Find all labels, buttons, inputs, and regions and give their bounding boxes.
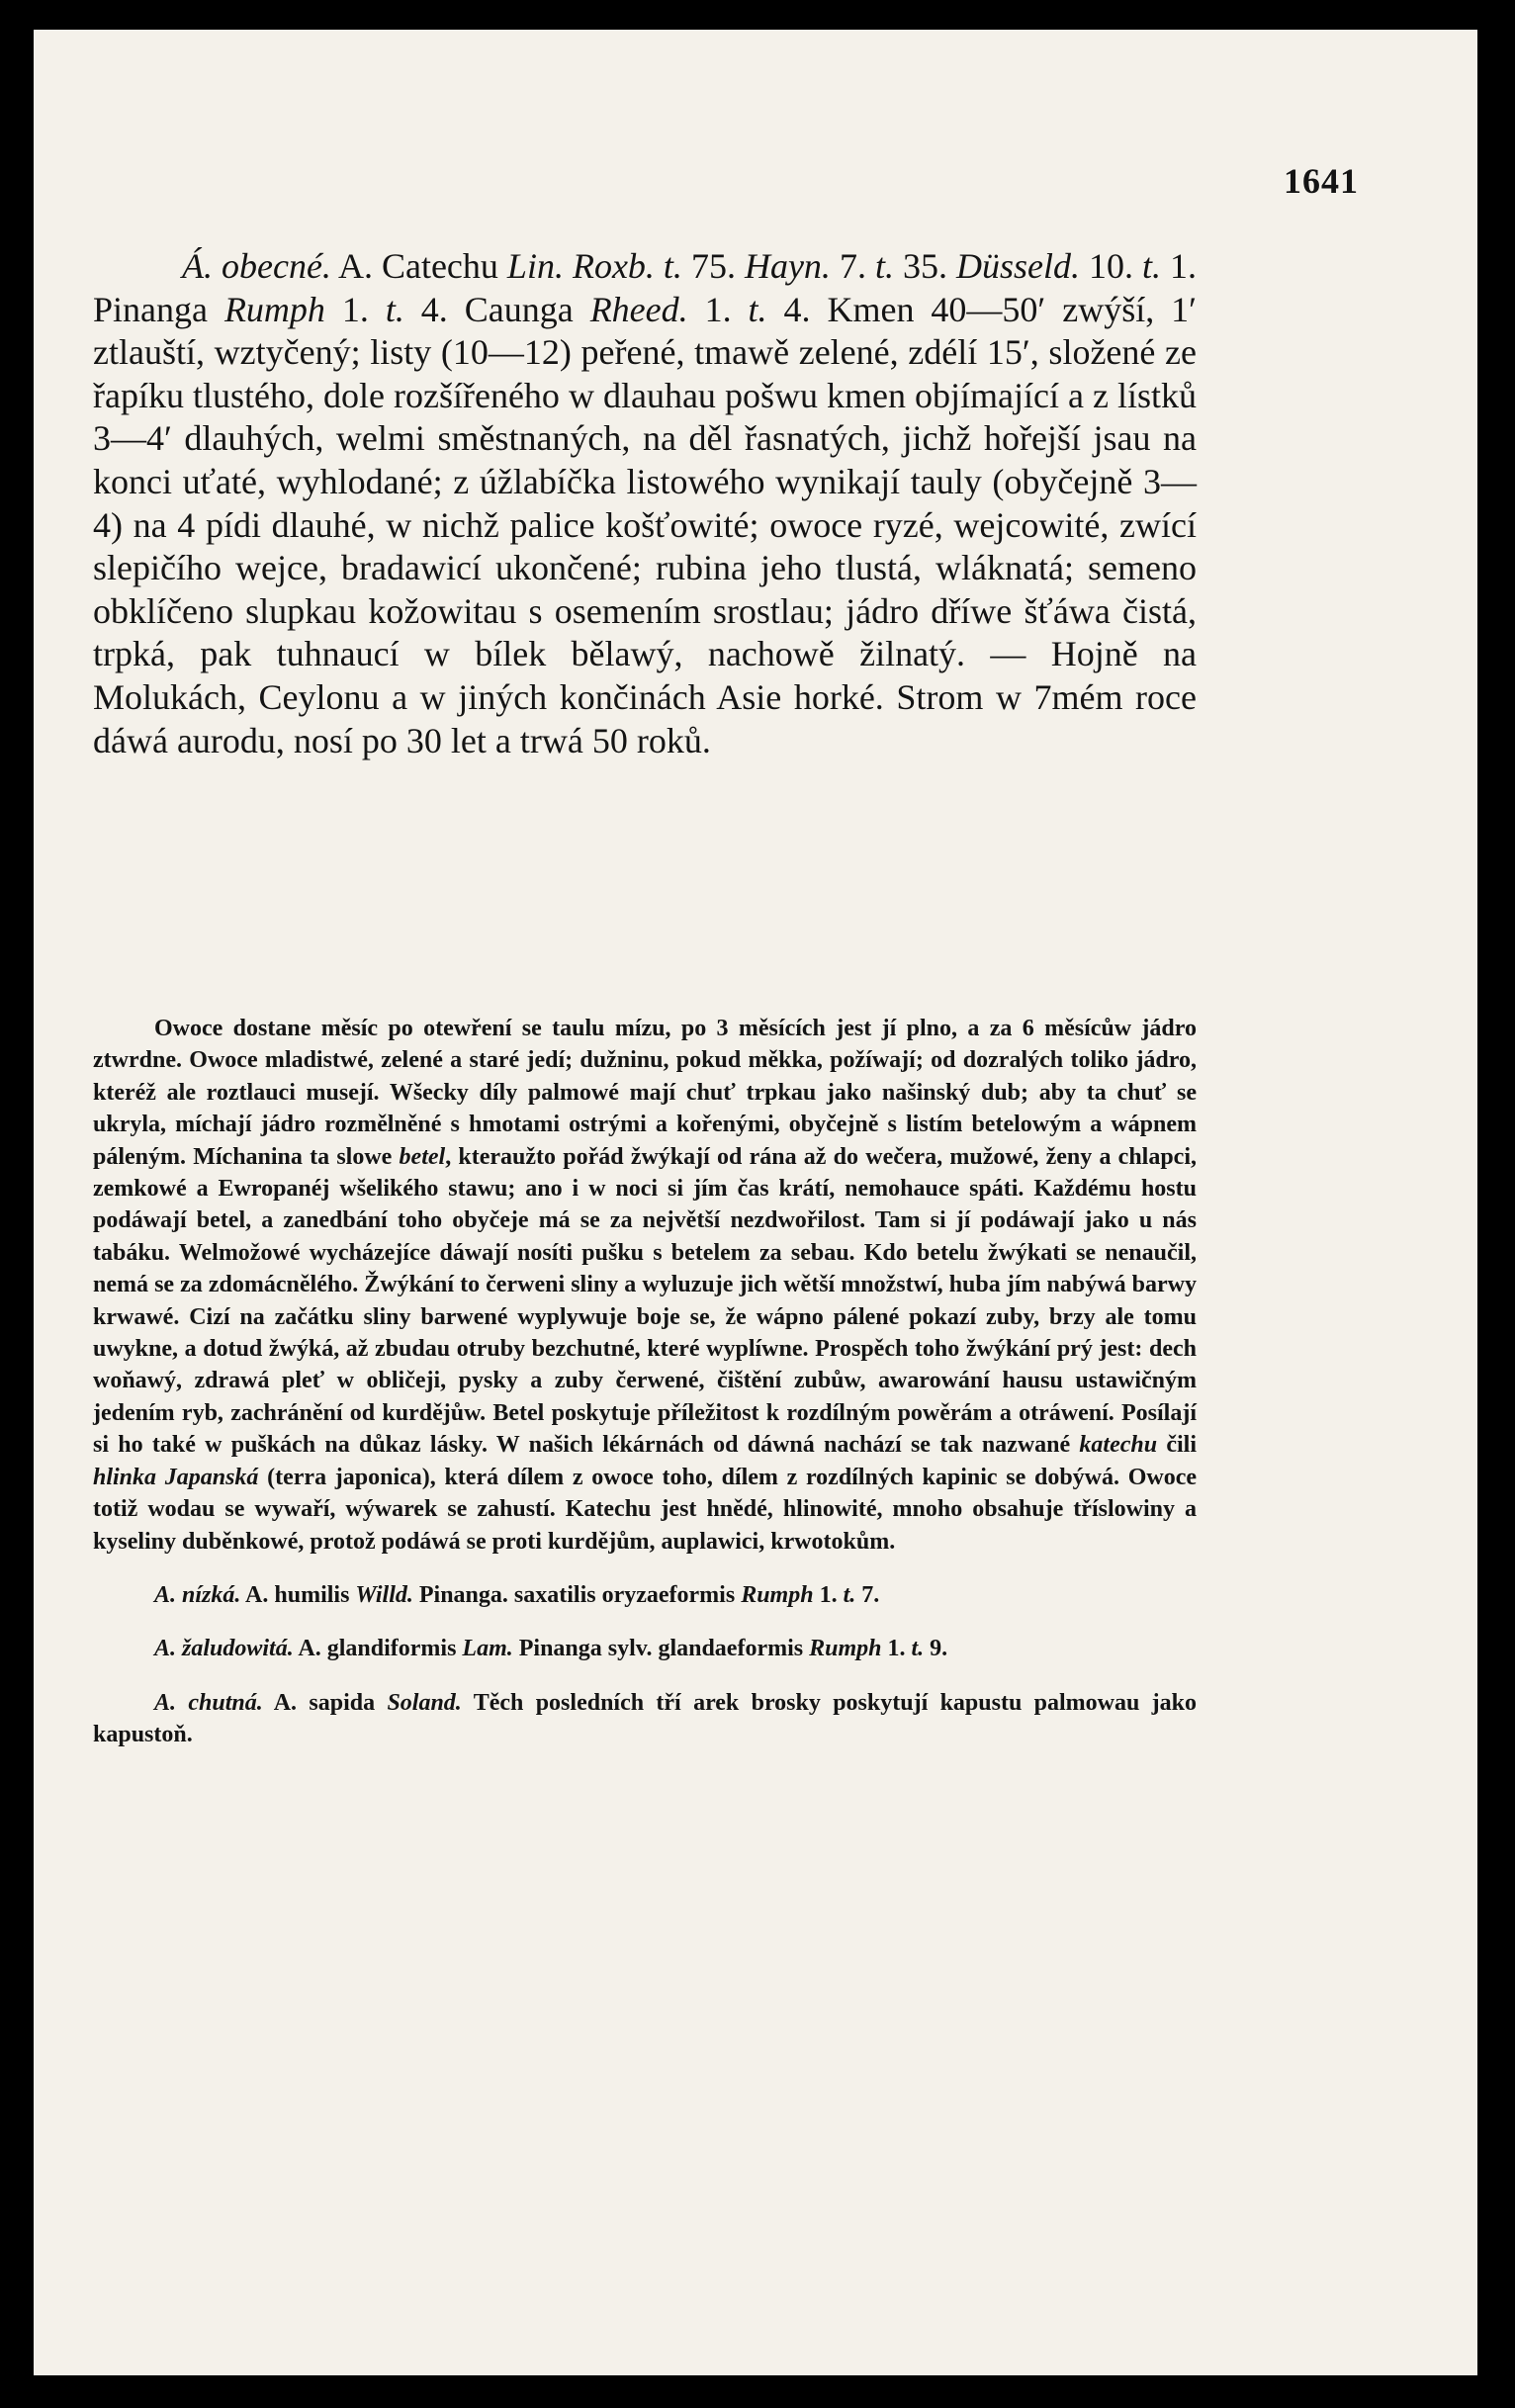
main-paragraph: Á. obecné. A. Catechu Lin. Roxb. t. 75. Hayn. 7. t. 35. Düsseld. 10. t. 1. Pinanga Rumph 1. t. 4. Caunga Rheed. 1. t. 4. Kmen 40—50′ zwýší, 1′ ztlauští, wztyčený; listy (10—12) peřené, tmawě zelené, zdélí 15′, složené ze řapíku tlustého, dole rozšířeného w dlauhau pošwu kmen objímající a z lístků 3—4′ dlauhých, welmi směstnaných, na děl řasnatých, jichž hořejší jsau na konci uťaté, wyhlodané; z úžlabíčka listowého wynikají tauly (obyčejně 3—4) na 4 pídi dlauhé, w nichž palice košťowité; owoce ryzé, wejcowité, zwící slepičího wejce, bradawicí ukončené; rubina jeho tlustá, wláknatá; semeno obklíčeno slupkau kožowitau s osemením srostlau; jádro dříwe šťáwa čistá, trpká, pak tuhnaucí w bílek bělawý, nachowě žilnatý. — Hojně na Molukách, Ceylonu a w jiných končinách Asie horké. Strom w 7mém roce dáwá aurodu, nosí po 30 let a trwá 50 roků. [93,246,1198,760]
note-paragraph: Owoce dostane měsíc po otewření se taulu mízu, po 3 měsících jest jí plno, a za 6 měsícůw jádro ztwrdne. Owoce mladistwé, zelené a staré jedí; dužninu, pokud měkka, požíwají; od dozralých toliko jádro, kteréž ale roztlauci musejí. Wšecky díly palmowé mají chuť trpkau jako našinský dub; aby ta chuť se ukryla, míchají jádro rozmělněné s hmotami ostrými a kořenými, obyčejně s listím betelowým a wápnem páleným. Míchanina ta slowe betel, kteraužto pořád žwýkají od rána až do wečera, mužowé, ženy a chlapci, zemkowé a Ewropanéj wšelikého stawu; ano i w noci si jím čas krátí, nemohauce spáti. Každému hostu podáwají betel, a zanedbání toho obyčeje má se za největší nezdwořilost. Tam si jí podáwají jako u nás tabáku. Welmožowé wycházejíce dáwají nosíti pušku s betelem za sebau. Kdo betelu žwýkati se nenaučil, nemá se za zdomácnělého. Žwýkání to čerweni sliny a wyluzuje jich wětší množstwí, huba jím nabýwá barwy krwawé. Cizí na začátku sliny barwené wyplywuje boje se, že wápno pálené pokazí zuby, brzy ale tomu uwykne, a dotud žwýká, až zbudau otruby bezchutné, které wyplíwne. Prospěch toho žwýkání prý jest: dech woňawý, zdrawá pleť w obličeji, pysky a zuby čerwené, čištění zubůw, awarowání hausu ustawičným jedením ryb, zachránění od kurdějůw. Betel poskytuje příležitost k rozdílným powěrám a otráwení. Posílají si ho také w puškách na důkaz lásky. W našich lékárnách od dáwná nachází se tak nazwané katechu čili hlinka Japanská (terra japonica), která dílem z owoce toho, dílem z rozdílných kapinic se dobýwá. Owoce totiž wodau se wywaří, wýwarek se zahustí. Katechu jest hnědé, hlinowité, mnoho obsahuje tříslowiny a kyseliny duběnkowé, protož podáwá se proti kurdějům, auplawici, krwotokům. [93,1016,1198,1555]
species-entry: A. chutná. A. sapida Soland. Těch posledních tří arek brosky poskytují kapustu palmowau jako kapustoň. [93,1689,1197,1748]
notes-section [93,1013,1197,1751]
book-page [34,30,1477,2375]
species-entry: A. žaludowitá. A. glandiformis Lam. Pinanga sylv. glandaeformis Rumph 1. t. 9. [154,1636,948,1662]
entry-lead: Á. obecné. [182,246,331,286]
page-number: 1641 [1284,161,1359,201]
species-entry: A. nízká. A. humilis Willd. Pinanga. saxatilis oryzaeformis Rumph 1. t. 7. [154,1581,880,1608]
main-entry [93,245,1197,762]
